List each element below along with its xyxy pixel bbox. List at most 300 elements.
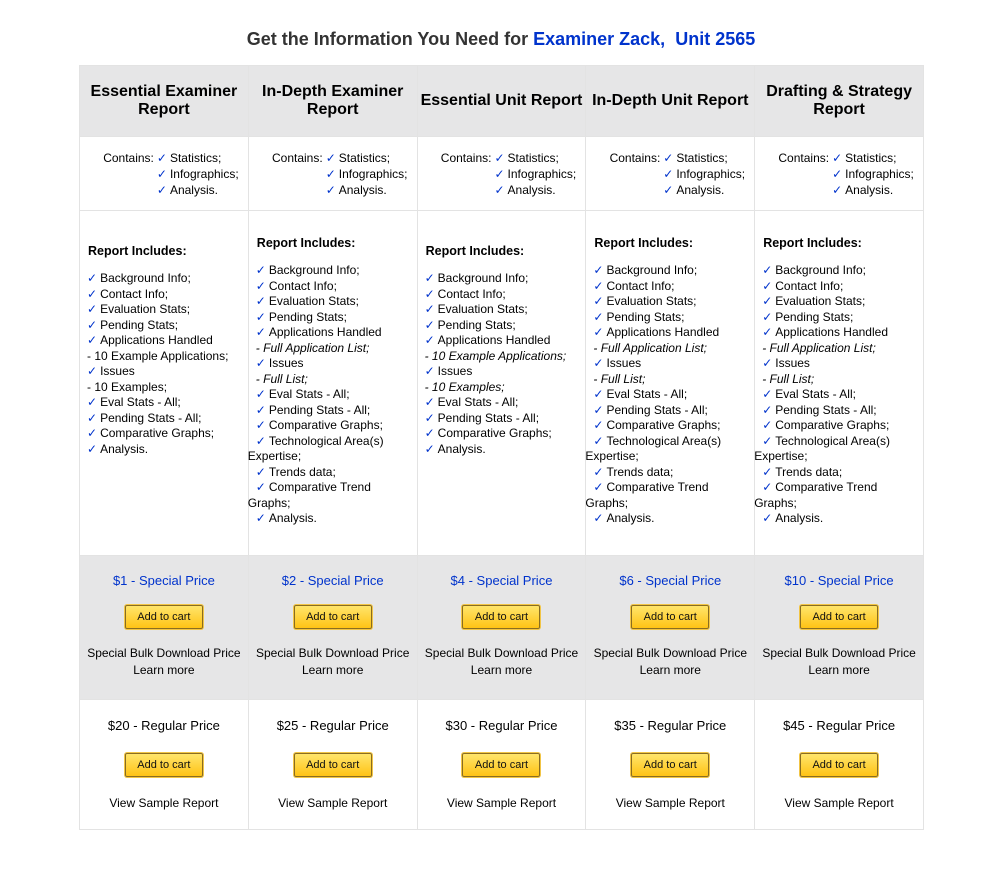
report-includes-item [249,356,417,372]
check-icon: ✓ [593,387,604,401]
report-includes-item [418,364,586,380]
report-includes-item [755,434,923,450]
special-price-cell [80,556,249,700]
report-includes-list [586,263,754,527]
report-includes-item [249,511,417,527]
report-includes-item [755,496,923,512]
report-includes-item [249,341,417,357]
report-name-cell [80,66,249,137]
wrap-text: Expertise; [247,449,302,463]
check-icon: ✓ [593,294,604,308]
contains-row [80,137,924,211]
include-text: Eval Stats - All; [606,387,688,401]
report-includes-item [755,325,923,341]
add-to-cart-button[interactable]: Add to cart [631,605,709,629]
check-icon: ✓ [255,402,266,417]
report-includes-item [586,418,754,434]
include-text: Pending Stats - All; [775,402,877,417]
report-includes-item [755,511,923,527]
sub-item-text: - Full List; [762,371,815,386]
sub-item-text: - Full List; [593,371,646,386]
report-includes-item [586,480,754,496]
report-includes-item [586,465,754,481]
report-includes-item [586,341,754,357]
contains-item [100,150,228,166]
include-text: Pending Stats - All; [437,410,540,425]
regular-price: $45 - Regular Price [783,718,896,733]
report-includes-item [586,310,754,326]
wrap-text: Expertise; [754,449,808,463]
contains-item [437,150,565,166]
contains-item-text: Analysis. [169,183,218,197]
check-icon: ✓ [87,302,98,316]
report-includes-item [80,395,248,411]
include-text: Pending Stats; [268,309,347,324]
regular-price: $30 - Regular Price [445,718,558,733]
report-includes-list [755,263,923,527]
include-text: Pending Stats - All; [100,410,202,425]
add-to-cart-button[interactable]: Add to cart [125,605,203,629]
report-includes-item [586,496,754,512]
contains-item-text: Analysis. [845,183,894,197]
contains-item [269,182,397,198]
include-text: Evaluation Stats; [437,302,528,316]
include-text: Trends data; [775,464,843,479]
contains-label: Contains: [778,151,830,165]
report-includes-item [586,372,754,388]
include-text: Applications Handled [100,333,213,347]
contains-label [606,166,663,182]
special-price-cell [755,556,924,700]
examiner-name: Examiner Zack, [533,29,666,49]
check-icon: ✓ [255,387,266,401]
report-includes-item [755,403,923,419]
cart-wrap [80,588,248,629]
report-includes-item [755,310,923,326]
report-includes-item [249,325,417,341]
report-includes-item [755,449,923,465]
bulk-download-text [755,645,923,679]
regular-price: $20 - Regular Price [107,718,220,733]
contains-item-text: Infographics; [845,167,914,181]
include-text: Analysis. [775,511,824,525]
check-icon: ✓ [424,441,435,456]
report-includes-item [249,387,417,403]
sub-item-text: - Full Application List; [762,340,876,355]
sub-item-text: - 10 Example Applications; [424,348,567,363]
report-includes-cell [248,211,417,556]
report-includes-label: Report Includes: [594,236,694,250]
add-to-cart-button[interactable]: Add to cart [125,753,203,777]
contains-item-text: Statistics; [676,151,728,165]
report-includes-cell [755,211,924,556]
report-includes-item [586,325,754,341]
include-text: Issues [606,356,642,370]
report-includes-item [249,480,417,496]
pricing-table [79,65,924,830]
special-price-row [80,556,924,700]
report-includes-item [249,496,417,512]
report-includes-item [755,418,923,434]
check-icon: ✓ [494,167,505,181]
contains-label [100,182,157,198]
report-includes-row [80,211,924,556]
report-includes-item [418,426,586,442]
check-icon: ✓ [87,317,98,332]
report-includes-item [80,271,248,287]
report-includes-item [586,387,754,403]
include-text: Eval Stats - All; [775,387,856,401]
report-includes-item [249,310,417,326]
cart-wrap [249,588,417,629]
contains-label: Contains: [103,151,154,165]
include-text: Comparative Graphs; [100,426,215,440]
cart-wrap [80,733,248,777]
special-price: $1 - Special Price [112,573,215,588]
check-icon: ✓ [832,167,843,181]
include-text: Issues [268,356,304,370]
report-name-cell [586,66,755,137]
contains-item-text: Statistics; [338,151,391,165]
report-includes-list [249,263,417,527]
report-includes-item [586,449,754,465]
contains-list [269,150,408,198]
special-price-cell [248,556,417,700]
include-text: Comparative Graphs; [775,418,890,432]
special-price: $2 - Special Price [281,573,384,588]
bulk-download-text [586,645,754,679]
check-icon: ✓ [325,151,336,165]
contains-label [437,182,494,198]
bulk-download-label: Special Bulk Download Price [424,646,579,660]
report-includes-item [418,442,586,458]
contains-item [437,166,577,182]
contains-item-text: Statistics; [845,151,897,165]
add-to-cart-button[interactable]: Add to cart [462,753,540,777]
regular-price-row [80,700,924,830]
regular-price-cell [755,700,924,830]
check-icon: ✓ [762,278,773,293]
check-icon: ✓ [663,151,674,165]
include-text: Evaluation Stats; [606,294,697,308]
check-icon: ✓ [762,464,773,479]
learn-more-link[interactable]: Learn more [470,663,533,677]
check-icon: ✓ [762,309,773,324]
view-sample-report-link[interactable]: View Sample Report [109,796,219,810]
check-icon: ✓ [494,151,505,165]
learn-more-link[interactable]: Learn more [808,663,870,677]
check-icon: ✓ [424,286,435,301]
check-icon: ✓ [762,511,773,525]
bulk-download-text [418,645,586,679]
add-to-cart-button[interactable]: Add to cart [800,605,878,629]
report-includes-item [418,380,586,396]
view-sample-report-link[interactable]: View Sample Report [784,796,894,810]
report-includes-item [249,263,417,279]
report-includes-item [418,411,586,427]
sub-item-text: - Full List; [255,371,308,386]
check-icon: ✓ [762,402,773,417]
report-includes-item [80,287,248,303]
report-includes-item [586,294,754,310]
wrap-text: Graphs; [585,495,629,510]
add-to-cart-button[interactable]: Add to cart [800,753,878,777]
report-includes-item [755,372,923,388]
check-icon: ✓ [87,441,98,456]
check-icon: ✓ [593,263,604,277]
report-includes-item [80,380,248,396]
check-icon: ✓ [325,167,336,181]
include-text: Pending Stats; [606,309,685,324]
contains-item-text: Analysis. [338,183,387,197]
include-text: Contact Info; [606,278,675,293]
check-icon: ✓ [255,294,266,308]
check-icon: ✓ [762,325,773,339]
report-name: In-Depth Unit Report [592,92,749,109]
check-icon: ✓ [593,278,604,293]
include-text: Pending Stats; [437,317,516,332]
contains-label: Contains: [440,151,492,165]
check-icon: ✓ [593,433,604,448]
include-text: Contact Info; [100,286,169,301]
check-icon: ✓ [424,271,435,285]
cart-wrap [755,733,923,777]
wrap-text: Graphs; [754,495,797,510]
check-icon: ✓ [424,364,435,378]
include-text: Analysis. [606,511,655,525]
special-price: $6 - Special Price [619,573,722,588]
contains-item [775,150,903,166]
check-icon: ✓ [593,325,604,339]
report-includes-cell [417,211,586,556]
check-icon: ✓ [593,402,604,417]
report-includes-item [755,341,923,357]
include-text: Contact Info; [775,278,844,293]
add-to-cart-button[interactable]: Add to cart [631,753,709,777]
check-icon: ✓ [663,183,674,197]
contains-cell [417,137,586,211]
report-includes-item [249,434,417,450]
contains-label [775,166,832,182]
include-text: Trends data; [268,464,336,479]
report-name: Essential Unit Report [420,92,583,109]
cart-wrap [418,588,586,629]
contains-item-text: Statistics; [507,151,559,165]
check-icon: ✓ [156,151,167,165]
include-text: Contact Info; [268,278,337,293]
bulk-download-label: Special Bulk Download Price [593,646,747,660]
include-text: Comparative Graphs; [268,418,383,432]
bulk-download-text [80,645,248,679]
sub-item-text: - Full Application List; [255,340,370,355]
report-includes-item [418,287,586,303]
contains-item-text: Analysis. [676,183,725,197]
contains-label [269,166,326,182]
check-icon: ✓ [87,364,98,378]
include-text: Comparative Trend [268,480,371,494]
bulk-download-text [249,645,417,679]
contains-label [606,182,663,198]
report-includes-item [80,349,248,365]
check-icon: ✓ [255,480,266,494]
report-name-cell [417,66,586,137]
report-includes-label: Report Includes: [256,236,356,250]
check-icon: ✓ [832,151,843,165]
report-includes-item [755,387,923,403]
report-includes-item [586,356,754,372]
regular-price-cell [80,700,249,830]
report-name-cell [755,66,924,137]
report-includes-item [418,349,586,365]
contains-item-text: Statistics; [169,151,222,165]
report-name: In-Depth Examiner Report [262,83,404,118]
report-includes-item [755,465,923,481]
wrap-text: Expertise; [585,449,639,463]
report-includes-item [586,263,754,279]
report-includes-list [80,271,248,457]
report-name-cell [248,66,417,137]
check-icon: ✓ [424,317,435,332]
include-text: Comparative Trend [775,480,878,494]
regular-price: $35 - Regular Price [614,718,727,733]
include-text: Pending Stats - All; [606,402,708,417]
include-text: Background Info; [775,263,866,277]
report-includes-cell [586,211,755,556]
check-icon: ✓ [593,356,604,370]
add-to-cart-button[interactable]: Add to cart [462,605,540,629]
check-icon: ✓ [832,183,843,197]
report-includes-item [755,480,923,496]
report-includes-item [80,318,248,334]
contains-item [775,182,903,198]
contains-label [775,182,832,198]
report-includes-item [249,418,417,434]
check-icon: ✓ [87,426,98,440]
sub-item-text: - Full Application List; [593,340,707,355]
view-sample-report-link[interactable]: View Sample Report [446,796,557,810]
contains-item-text: Analysis. [507,183,556,197]
include-text: Evaluation Stats; [775,294,866,308]
report-includes-item [249,294,417,310]
report-includes-item [586,403,754,419]
contains-item [100,182,228,198]
check-icon: ✓ [255,464,266,479]
include-text: Pending Stats; [100,317,179,332]
report-includes-item [418,333,586,349]
contains-item [269,166,408,182]
check-icon: ✓ [762,418,773,432]
include-text: Evaluation Stats; [268,294,359,308]
bulk-download-label: Special Bulk Download Price [762,646,916,660]
view-sample-report-link[interactable]: View Sample Report [278,796,388,810]
check-icon: ✓ [663,167,674,181]
report-name: Drafting & Strategy Report [766,83,912,118]
regular-price-cell [417,700,586,830]
bulk-download-label: Special Bulk Download Price [87,646,241,660]
check-icon: ✓ [87,395,98,409]
report-includes-item [80,426,248,442]
include-text: Technological Area(s) [606,433,722,448]
contains-list [775,150,914,198]
cart-wrap [755,588,923,629]
check-icon: ✓ [255,433,266,448]
contains-item-text: Infographics; [507,167,577,181]
include-text: Analysis. [268,511,317,525]
report-includes-item [755,279,923,295]
include-text: Analysis. [100,441,149,456]
include-text: Applications Handled [775,325,888,339]
cart-wrap [586,588,754,629]
check-icon: ✓ [87,333,98,347]
check-icon: ✓ [494,183,505,197]
contains-cell [586,137,755,211]
special-price-cell [586,556,755,700]
check-icon: ✓ [424,333,435,347]
report-includes-item [418,271,586,287]
special-price: $10 - Special Price [784,573,894,588]
include-text: Pending Stats - All; [268,402,371,417]
include-text: Eval Stats - All; [100,395,181,409]
learn-more-link[interactable]: Learn more [639,663,701,677]
special-price: $4 - Special Price [450,573,553,588]
contains-item-text: Infographics; [169,167,239,181]
contains-item [269,150,397,166]
report-includes-label: Report Includes: [88,244,187,258]
contains-label: Contains: [609,151,661,165]
report-includes-label: Report Includes: [425,244,525,258]
include-text: Trends data; [606,464,674,479]
include-text: Issues [775,356,810,370]
include-text: Eval Stats - All; [437,395,519,409]
check-icon: ✓ [762,263,773,277]
include-text: Applications Handled [268,325,382,339]
check-icon: ✓ [593,511,604,525]
report-includes-item [249,449,417,465]
contains-item [100,166,239,182]
learn-more-link[interactable]: Learn more [302,663,364,677]
contains-item [606,150,734,166]
learn-more-link[interactable]: Learn more [133,663,195,677]
check-icon: ✓ [762,480,773,494]
cart-wrap [586,733,754,777]
add-to-cart-button[interactable]: Add to cart [294,753,372,777]
add-to-cart-button[interactable]: Add to cart [294,605,372,629]
check-icon: ✓ [255,278,266,293]
check-icon: ✓ [593,464,604,479]
check-icon: ✓ [255,418,266,432]
report-includes-label: Report Includes: [763,236,862,250]
report-includes-item [249,372,417,388]
include-text: Pending Stats; [775,309,854,324]
report-name-row [80,66,924,137]
sub-item-text: - 10 Examples; [424,379,505,394]
sub-item-text: - 10 Example Applications; [87,348,229,363]
report-includes-item [418,302,586,318]
report-includes-item [755,356,923,372]
contains-list [606,150,746,198]
contains-label [269,182,326,198]
contains-label [100,166,157,182]
check-icon: ✓ [593,480,604,494]
report-name: Essential Examiner Report [90,83,238,118]
include-text: Contact Info; [437,286,506,301]
check-icon: ✓ [593,309,604,324]
include-text: Technological Area(s) [775,433,890,448]
view-sample-report-link[interactable]: View Sample Report [615,796,725,810]
report-includes-item [586,434,754,450]
include-text: Comparative Graphs; [437,426,552,440]
report-includes-item [418,395,586,411]
